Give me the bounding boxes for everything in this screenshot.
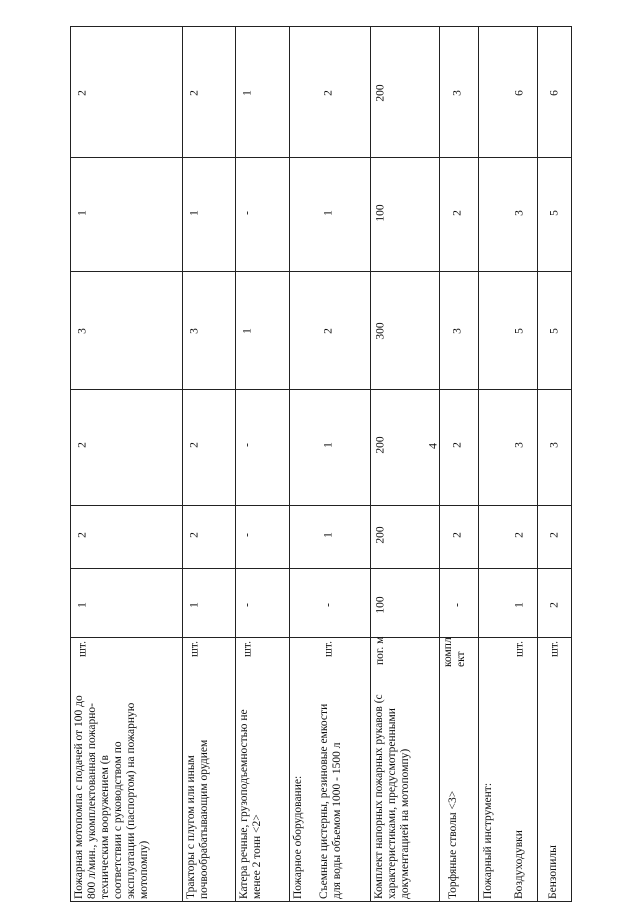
row-divider [182,27,183,901]
value-cell: 2 [548,602,561,608]
value-cell: 200 [374,84,387,102]
value-cell: - [241,603,254,607]
row-name: Пожарная мотопомпа с подачей от 100 до 800 л/мин., укомплектованная пожарно-техническим вооружением (в соответствии с руководством по эксплуатации (паспортом) на пожарную мотопомпу) [73,695,150,899]
row-divider [439,27,440,901]
unit-cell: шт. [548,641,561,657]
page-number: 4 [425,443,440,449]
unit-cell: шт. [513,641,526,657]
value-cell: 2 [76,442,89,448]
value-cell: 1 [76,602,89,608]
value-cell: - [241,443,254,447]
value-cell: 3 [451,90,464,96]
row-divider [289,27,290,901]
unit-cell: шт. [76,641,89,657]
value-cell: 100 [374,596,387,614]
value-cell: 2 [76,532,89,538]
value-cell: - [241,211,254,215]
row-name: Тракторы с плугом или иным почвообрабатывающим орудием [185,739,210,899]
value-cell: 2 [188,532,201,538]
value-cell: 2 [322,328,335,334]
value-cell: 5 [548,210,561,216]
row-name: Комплект напорных пожарных рукавов (с характеристиками, предусмотренными документацией на мотопомпу) [373,694,411,899]
column-divider [71,505,571,506]
value-cell: 2 [188,442,201,448]
row-divider [370,27,371,901]
value-cell: 3 [188,328,201,334]
value-cell: 5 [548,328,561,334]
value-cell: - [241,533,254,537]
value-cell: 2 [451,532,464,538]
value-cell: 3 [548,442,561,448]
value-cell: 6 [513,90,526,96]
unit-cell: комплект [442,637,467,667]
value-cell: 2 [188,90,201,96]
row-divider [235,27,236,901]
value-cell: 3 [513,442,526,448]
value-cell: 1 [322,532,335,538]
value-cell: 1 [322,210,335,216]
value-cell: 3 [76,328,89,334]
row-divider [537,27,538,901]
row-divider [478,27,479,901]
value-cell: - [451,603,464,607]
value-cell: 1 [241,328,254,334]
section-heading: Пожарное оборудование: [292,775,304,899]
value-cell: 3 [451,328,464,334]
row-name: Воздуходувки [513,830,525,899]
value-cell: 300 [374,322,387,340]
value-cell: 2 [548,532,561,538]
column-divider [71,157,571,158]
column-divider [71,568,571,569]
column-divider [71,271,571,272]
row-name: Съемные цистерны, резиновые емкости для воды объемом 1000 - 1500 л [318,703,343,899]
section-heading: Пожарный инструмент: [482,782,494,899]
column-divider [71,637,571,638]
row-name: Бензопилы [547,845,559,899]
equipment-table [70,26,572,902]
value-cell: 6 [548,90,561,96]
value-cell: 1 [188,602,201,608]
value-cell: 100 [374,204,387,222]
value-cell: 200 [374,526,387,544]
row-name: Торфяные стволы <3> [447,790,459,899]
value-cell: 1 [241,90,254,96]
unit-cell: шт. [188,641,201,657]
value-cell: 2 [513,532,526,538]
value-cell: 1 [322,442,335,448]
unit-cell: шт. [322,641,335,657]
value-cell: 200 [374,436,387,454]
value-cell: 5 [513,328,526,334]
unit-cell: шт. [241,641,254,657]
value-cell: - [322,603,335,607]
unit-cell: пог. м [374,636,386,665]
value-cell: 3 [513,210,526,216]
value-cell: 2 [451,442,464,448]
row-name: Катера речные, грузоподъемностью не менее 2 тонн <2> [238,709,263,899]
value-cell: 2 [322,90,335,96]
value-cell: 2 [451,210,464,216]
value-cell: 2 [76,90,89,96]
column-divider [71,389,571,390]
value-cell: 1 [76,210,89,216]
value-cell: 1 [513,602,526,608]
value-cell: 1 [188,210,201,216]
